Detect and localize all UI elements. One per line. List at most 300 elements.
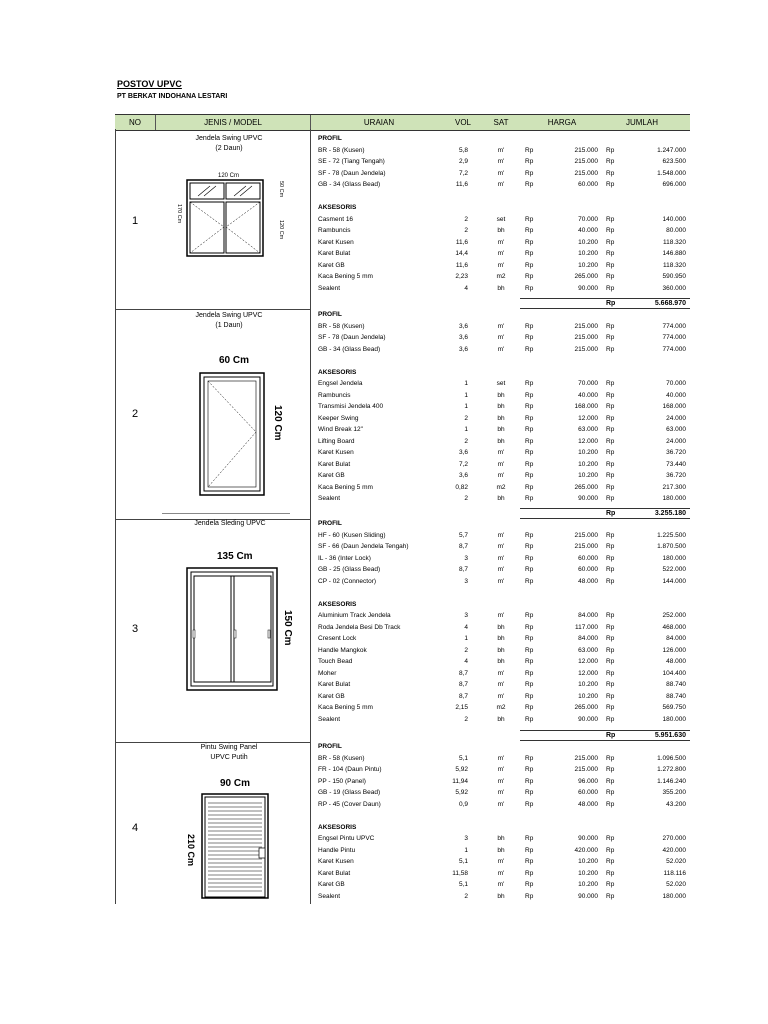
currency-label: Rp	[525, 766, 534, 773]
item-price: 10.200	[578, 881, 598, 888]
item-unit: bh	[497, 403, 505, 410]
item-price: 215.000	[574, 322, 598, 330]
item-volume: 2	[464, 437, 468, 445]
item-unit: m'	[497, 692, 505, 700]
item-unit: bh	[497, 227, 505, 234]
dim-width: 120 Cm	[218, 173, 240, 179]
item-amount: 24.000	[666, 414, 686, 422]
item-description: AKSESORIS	[318, 204, 357, 211]
item-price: 265.000	[574, 483, 598, 491]
item-unit: m'	[497, 261, 505, 269]
item-volume: 5,92	[455, 766, 468, 773]
item-price: 265.000	[574, 704, 598, 711]
item-unit: m'	[497, 754, 505, 762]
item-description: Sealent	[318, 892, 341, 900]
item-amount: 522.000	[662, 566, 686, 573]
dim-height-top: 50 Cm	[278, 181, 284, 198]
currency-label: Rp	[606, 612, 615, 619]
currency-label: Rp	[525, 472, 534, 479]
item-amount: 24.000	[666, 437, 686, 445]
dim-height-bottom: 120 Cm	[278, 220, 284, 240]
table-row	[0, 633, 768, 644]
item-description: SF - 66 (Daun Jendela Tengah)	[318, 543, 409, 550]
currency-label: Rp	[525, 777, 534, 785]
item-amount: 168.000	[662, 403, 686, 410]
item-amount: 774.000	[662, 345, 686, 353]
dim-width: 60 Cm	[219, 355, 250, 366]
item-volume: 11,6	[455, 181, 468, 188]
currency-label: Rp	[606, 754, 615, 762]
currency-label: Rp	[606, 273, 615, 280]
item-volume: 4	[464, 623, 468, 631]
item-price: 117.000	[574, 623, 598, 631]
item-description: Aluminium Track Jendela	[318, 612, 391, 619]
item-volume: 2,9	[458, 158, 468, 165]
currency-label: Rp	[525, 146, 534, 154]
currency-label: Rp	[525, 789, 534, 796]
currency-label: Rp	[525, 754, 534, 762]
item-volume: 4	[464, 284, 468, 292]
item-unit: m'	[497, 345, 505, 353]
table-row	[0, 413, 768, 424]
item-description: GB - 34 (Glass Bead)	[318, 345, 381, 353]
item-amount: 180.000	[662, 892, 686, 900]
item-volume: 3,6	[458, 449, 468, 456]
item-price: 10.200	[578, 449, 598, 456]
item-volume: 2	[464, 715, 468, 723]
model-title-line: Jendela Swing UPVC	[195, 312, 263, 319]
item-volume: 11,58	[452, 869, 468, 877]
item-amount: 180.000	[662, 495, 686, 502]
item-price: 60.000	[578, 789, 598, 796]
table-row	[0, 260, 768, 271]
item-volume: 2	[464, 646, 468, 654]
item-amount: 252.000	[662, 612, 686, 619]
item-volume: 5,1	[458, 754, 468, 762]
item-amount: 36.720	[666, 472, 686, 479]
item-volume: 1	[464, 391, 468, 399]
currency-label: Rp	[606, 261, 615, 269]
currency-label: Rp	[606, 403, 615, 410]
item-description: Cresent Lock	[318, 635, 357, 642]
item-volume: 5,92	[455, 789, 468, 796]
currency-label: Rp	[525, 460, 534, 468]
col-harga: HARGA	[547, 118, 577, 127]
item-unit: m'	[497, 334, 505, 341]
item-description: SF - 78 (Daun Jendela)	[318, 169, 386, 177]
table-row	[0, 390, 768, 401]
item-volume: 2	[464, 414, 468, 422]
item-description: BR - 58 (Kusen)	[318, 146, 365, 154]
currency-label: Rp	[525, 669, 534, 677]
item-unit: m'	[497, 881, 505, 888]
table-row	[0, 564, 768, 575]
item-description: Karet GB	[318, 261, 345, 269]
item-description: BR - 58 (Kusen)	[318, 754, 365, 762]
item-amount: 43.200	[666, 800, 686, 808]
col-model: JENIS / MODEL	[204, 118, 262, 127]
item-volume: 3,6	[458, 472, 468, 479]
table-row	[0, 493, 768, 504]
item-unit: m'	[497, 543, 505, 550]
table-row	[0, 179, 768, 190]
item-amount: 180.000	[662, 715, 686, 723]
currency-label: Rp	[606, 495, 615, 502]
item-unit: bh	[497, 715, 505, 723]
item-volume: 11,6	[455, 261, 468, 269]
table-row	[0, 378, 768, 389]
item-description: Keeper Swing	[318, 414, 359, 422]
item-unit: m'	[497, 554, 505, 562]
item-amount: 88.740	[666, 692, 686, 700]
item-volume: 8,7	[458, 692, 468, 700]
currency-label: Rp	[606, 483, 615, 491]
item-volume: 1	[464, 635, 468, 642]
item-unit: m'	[497, 777, 505, 785]
table-row	[0, 541, 768, 552]
currency-label: Rp	[606, 437, 615, 445]
currency-label: Rp	[606, 800, 615, 808]
currency-label: Rp	[606, 227, 615, 234]
item-price: 63.000	[578, 426, 598, 433]
item-price: 60.000	[578, 566, 598, 573]
item-unit: bh	[497, 426, 505, 433]
item-unit: m'	[497, 789, 505, 796]
item-amount: 63.000	[666, 426, 686, 433]
currency-label: Rp	[606, 146, 615, 154]
item-price: 215.000	[574, 543, 598, 550]
item-amount: 118.320	[662, 238, 686, 246]
subtotal-amount: 3.255.180	[654, 510, 686, 517]
item-unit: m'	[497, 612, 505, 619]
table-row	[0, 576, 768, 587]
dim-height-left: 170 Cm	[176, 204, 182, 224]
item-number: 3	[131, 623, 139, 635]
item-description: CP - 02 (Connector)	[318, 577, 377, 585]
item-price: 215.000	[574, 158, 598, 165]
item-amount: 126.000	[662, 646, 686, 654]
currency-label: Rp	[606, 510, 616, 517]
item-amount: 36.720	[666, 449, 686, 456]
currency-label: Rp	[525, 483, 534, 491]
item-amount: 1.870.500	[657, 543, 686, 550]
currency-label: Rp	[525, 449, 534, 456]
item-unit: m'	[497, 577, 505, 585]
section-heading-row	[0, 822, 768, 833]
item-description: Karet GB	[318, 881, 345, 888]
currency-label: Rp	[606, 334, 615, 341]
item-amount: 1.146.240	[657, 777, 686, 785]
table-row	[0, 714, 768, 725]
item-description: Karet Bulat	[318, 869, 351, 877]
item-unit: m'	[497, 472, 505, 479]
table-row	[0, 702, 768, 713]
divider-line	[162, 513, 290, 514]
company-name: PT BERKAT INDOHANA LESTARI	[117, 93, 228, 100]
item-price: 70.000	[578, 215, 598, 223]
currency-label: Rp	[525, 273, 534, 280]
currency-label: Rp	[525, 250, 534, 257]
item-price: 84.000	[578, 635, 598, 642]
item-volume: 4	[464, 658, 468, 665]
item-description: Handle Pintu	[318, 846, 356, 854]
item-price: 10.200	[578, 681, 598, 688]
item-volume: 11,6	[455, 238, 468, 246]
item-description: Karet Kusen	[318, 238, 354, 246]
currency-label: Rp	[525, 704, 534, 711]
item-unit: bh	[497, 646, 505, 654]
item-volume: 3,6	[458, 345, 468, 353]
item-amount: 355.200	[662, 789, 686, 796]
item-unit: m2	[496, 483, 506, 491]
currency-label: Rp	[525, 227, 534, 234]
item-description: GB - 34 (Glass Bead)	[318, 181, 381, 188]
currency-label: Rp	[525, 715, 534, 723]
table-row	[0, 799, 768, 810]
table-row	[0, 764, 768, 775]
currency-label: Rp	[525, 391, 534, 399]
item-description: Karet Bulat	[318, 460, 351, 468]
item-price: 215.000	[574, 531, 598, 539]
item-description: Roda Jendela Besi Db Track	[318, 623, 401, 631]
currency-label: Rp	[606, 681, 615, 688]
currency-label: Rp	[525, 681, 534, 688]
item-unit: bh	[497, 391, 505, 399]
item-price: 40.000	[578, 227, 598, 234]
item-volume: 1	[464, 846, 468, 854]
currency-label: Rp	[606, 623, 615, 631]
currency-label: Rp	[606, 777, 615, 785]
item-description: Sealent	[318, 495, 341, 502]
table-row	[0, 332, 768, 343]
item-amount: 1.096.500	[657, 754, 686, 762]
currency-label: Rp	[606, 238, 615, 246]
item-amount: 774.000	[662, 334, 686, 341]
item-unit: bh	[497, 835, 505, 842]
item-amount: 623.500	[662, 158, 686, 165]
dim-height: 210 Cm	[186, 834, 196, 867]
currency-label: Rp	[525, 284, 534, 292]
currency-label: Rp	[606, 426, 615, 433]
item-amount: 1.247.000	[657, 146, 686, 154]
item-volume: 2	[464, 495, 468, 502]
item-price: 10.200	[578, 858, 598, 865]
item-amount: 118.116	[663, 869, 686, 877]
item-unit: bh	[497, 284, 505, 292]
table-row	[0, 482, 768, 493]
item-price: 10.200	[578, 261, 598, 269]
item-unit: bh	[497, 658, 505, 665]
item-amount: 40.000	[666, 391, 686, 399]
item-unit: m'	[497, 800, 505, 808]
item-volume: 5,1	[458, 881, 468, 888]
item-price: 60.000	[578, 181, 598, 188]
item-unit: m'	[497, 449, 505, 456]
item-price: 215.000	[574, 766, 598, 773]
item-unit: bh	[497, 414, 505, 422]
item-unit: m'	[497, 460, 505, 468]
currency-label: Rp	[606, 577, 615, 585]
table-row	[0, 553, 768, 564]
item-unit: m'	[497, 766, 505, 773]
item-price: 10.200	[578, 460, 598, 468]
item-price: 90.000	[578, 892, 598, 900]
table-row	[0, 436, 768, 447]
currency-label: Rp	[525, 437, 534, 445]
table-row	[0, 856, 768, 867]
item-description: Karet Bulat	[318, 250, 351, 257]
item-volume: 3	[464, 577, 468, 585]
model-title-line: Jendela Swing UPVC	[195, 135, 263, 142]
currency-label: Rp	[525, 158, 534, 165]
currency-label: Rp	[525, 554, 534, 562]
item-price: 168.000	[574, 403, 598, 410]
item-volume: 0,82	[455, 483, 468, 491]
currency-label: Rp	[525, 426, 534, 433]
table-row	[0, 225, 768, 236]
item-price: 10.200	[578, 472, 598, 479]
item-amount: 1.272.800	[657, 766, 686, 773]
item-description: Engsel Pintu UPVC	[318, 835, 375, 842]
table-row	[0, 470, 768, 481]
currency-label: Rp	[525, 261, 534, 269]
subtotal-amount: 5.668.970	[654, 300, 686, 307]
currency-label: Rp	[525, 881, 534, 888]
item-price: 48.000	[578, 577, 598, 585]
currency-label: Rp	[525, 635, 534, 642]
table-row	[0, 622, 768, 633]
currency-label: Rp	[525, 403, 534, 410]
item-amount: 70.000	[666, 380, 686, 387]
item-unit: set	[496, 215, 506, 223]
currency-label: Rp	[606, 322, 615, 330]
table-row	[0, 156, 768, 167]
section-heading-row	[0, 367, 768, 378]
item-description: AKSESORIS	[318, 600, 357, 608]
currency-label: Rp	[606, 732, 616, 739]
currency-label: Rp	[606, 250, 615, 257]
item-amount: 146.880	[662, 250, 686, 257]
currency-label: Rp	[606, 566, 615, 573]
item-unit: bh	[497, 495, 505, 502]
item-description: Kaca Bening 5 mm	[318, 483, 373, 491]
item-description: Wind Break 12"	[318, 426, 363, 433]
item-description: Sealent	[318, 715, 341, 723]
item-volume: 3	[464, 554, 468, 562]
item-description: Transmisi Jendela 400	[318, 403, 384, 410]
item-description: PP - 150 (Panel)	[318, 777, 366, 785]
item-unit: bh	[497, 623, 505, 631]
item-amount: 52.020	[666, 881, 686, 888]
currency-label: Rp	[606, 300, 616, 307]
table-row	[0, 214, 768, 225]
subtotal-row	[520, 298, 690, 309]
item-price: 84.000	[578, 612, 598, 619]
col-uraian: URAIAN	[363, 118, 395, 127]
section-heading-row	[0, 741, 768, 752]
currency-label: Rp	[606, 789, 615, 796]
item-volume: 7,2	[458, 169, 468, 177]
item-description: Karet GB	[318, 472, 345, 479]
item-description: Karet Kusen	[318, 449, 354, 456]
currency-label: Rp	[525, 835, 534, 842]
currency-label: Rp	[525, 800, 534, 808]
currency-label: Rp	[606, 869, 615, 877]
item-unit: m'	[497, 158, 505, 165]
currency-label: Rp	[525, 858, 534, 865]
section-heading-row	[0, 309, 768, 320]
item-volume: 1	[464, 380, 468, 387]
item-description: Karet GB	[318, 692, 345, 700]
currency-label: Rp	[525, 692, 534, 700]
item-amount: 217.300	[662, 483, 686, 491]
item-description: Casment 16	[318, 215, 354, 223]
table-row	[0, 610, 768, 621]
item-amount: 180.000	[662, 554, 686, 562]
item-unit: bh	[497, 892, 505, 900]
item-volume: 2	[464, 227, 468, 234]
item-price: 10.200	[578, 250, 598, 257]
table-row	[0, 787, 768, 798]
currency-label: Rp	[525, 495, 534, 502]
item-unit: m'	[497, 869, 505, 877]
item-volume: 8,7	[458, 543, 468, 550]
item-price: 12.000	[578, 658, 598, 665]
item-volume: 0,9	[458, 800, 468, 808]
item-price: 96.000	[578, 777, 598, 785]
currency-label: Rp	[525, 215, 534, 223]
item-volume: 2,15	[455, 704, 468, 711]
table-row	[0, 271, 768, 282]
table-header	[115, 114, 690, 131]
item-amount: 270.000	[662, 835, 686, 842]
subtotal-row	[520, 730, 690, 741]
item-description: SF - 78 (Daun Jendela)	[318, 334, 386, 341]
item-unit: m2	[496, 273, 506, 280]
table-row	[0, 679, 768, 690]
currency-label: Rp	[606, 646, 615, 654]
item-volume: 7,2	[458, 460, 468, 468]
item-amount: 360.000	[662, 284, 686, 292]
item-description: BR - 58 (Kusen)	[318, 322, 365, 330]
item-number: 1	[131, 215, 139, 227]
currency-label: Rp	[525, 380, 534, 387]
item-unit: bh	[497, 635, 505, 642]
item-amount: 73.440	[666, 460, 686, 468]
currency-label: Rp	[606, 554, 615, 562]
item-description: Rambuncis	[318, 391, 351, 399]
currency-label: Rp	[525, 345, 534, 353]
dim-width: 135 Cm	[217, 551, 253, 562]
table-row	[0, 530, 768, 541]
item-amount: 774.000	[662, 322, 686, 330]
col-jumlah: JUMLAH	[625, 118, 659, 127]
currency-label: Rp	[606, 169, 615, 177]
item-unit: m2	[496, 704, 506, 711]
item-volume: 1	[464, 403, 468, 410]
item-description: Karet Bulat	[318, 681, 351, 688]
section-heading-row	[0, 599, 768, 610]
currency-label: Rp	[525, 646, 534, 654]
item-volume: 5,1	[458, 858, 468, 865]
item-unit: bh	[497, 437, 505, 445]
item-volume: 11,94	[452, 777, 468, 785]
currency-label: Rp	[606, 460, 615, 468]
item-unit: m'	[497, 181, 505, 188]
item-amount: 420.000	[662, 846, 686, 854]
page-title: POSTOV UPVC	[117, 79, 182, 89]
currency-label: Rp	[606, 158, 615, 165]
